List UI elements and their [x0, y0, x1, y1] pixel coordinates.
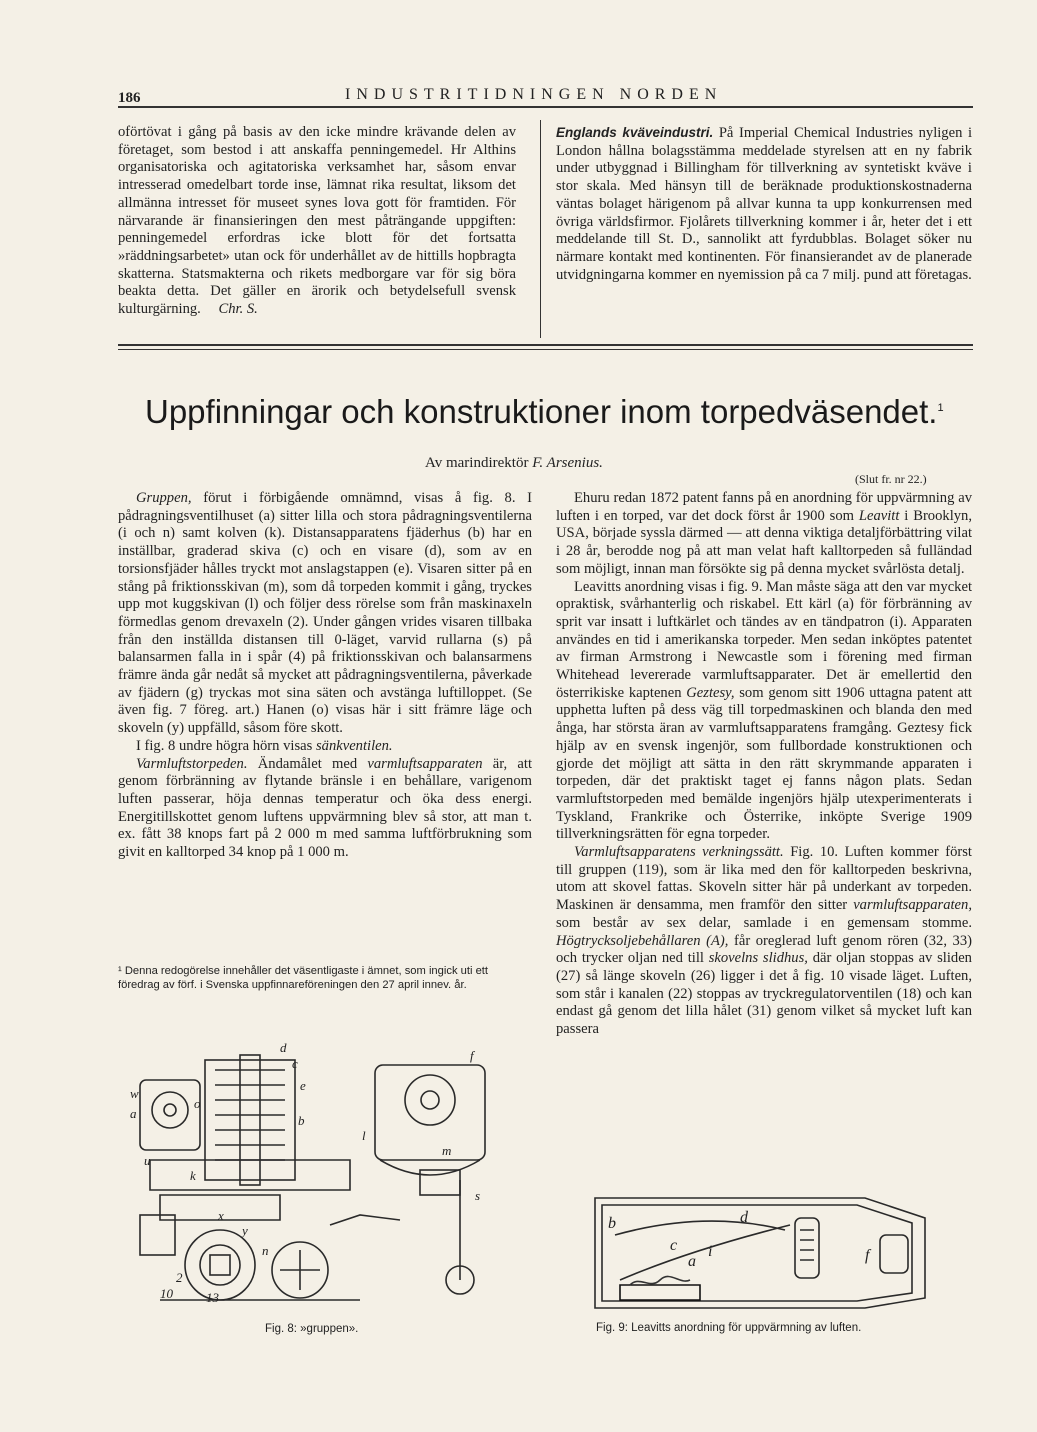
- fig8-label-n: n: [262, 1243, 269, 1258]
- top-left-signature: Chr. S.: [218, 301, 258, 318]
- varmluftsapparaten-term: varmluftsapparaten: [367, 755, 483, 772]
- fig8-label-a: a: [130, 1106, 137, 1121]
- fig8-label-13: 13: [206, 1290, 219, 1305]
- byline-prefix: Av marindirektör: [425, 455, 529, 471]
- fig9-label-d: d: [740, 1209, 748, 1226]
- hogtrycks-term: Högtrycksoljebehållaren (A),: [556, 932, 729, 949]
- gruppen-lead: Gruppen,: [136, 490, 192, 506]
- right-paragraph-2a: Leavitts anordning visas i fig. 9. Man måste säga att den var mycket opraktisk, svårhanterlig och riskabel. Ett kärl (a) för förbränning av sprit var insatt i luftkärlet och tändes av en tändpatron (i). Apparaten användes en tid i amerikanska torpeder. Men sedan inköptes patentet av firman Armstrong i Newcastle som i förening med firman Whitehead levererade varmluftsapparater. Det är emellertid den österrikiske kaptenen: [556, 578, 972, 701]
- fig8-label-e: e: [300, 1078, 306, 1093]
- fig8-caption: Fig. 8: »gruppen».: [265, 1323, 359, 1335]
- left-paragraph-3a: Ändamålet med: [257, 755, 358, 772]
- continued-note: (Slut fr. nr 22.): [855, 472, 927, 486]
- left-paragraph-1: förut i förbigående omnämnd, visas å fig. 8. I pådragningsventilhuset (a) sitter lilla och stora pådragningsventilerna (i och n) samt kolven (k). Distansapparatens fjäderhus (b) har en inställbar, graderad skiva (c) och en visare (d), som av en torsionsfjäder hålles tryckt mot anslagstappen (e). Visaren sitter på en stång på friktionsskivan (m), som då torpeden kommit i gång, tryckes upp mot kuggskivan (l) och följer dess rörelse som från maskinaxeln förmedlas genom drevaxeln (2). Under gången vrides visaren tillbaka från den inställda distansen till 0-läget, varvid rullarna (s) på balansarmen falla in i spår (4) på friktionsskivan och balansarmens främre ända går nedåt så mycket att pådragningsventilerna, påverkade av fjädern (g) tryckas mot sina säten och avstänga luftilloppet. (Se även fig. 7 föreg. art.) Hanen (o) visas här i sitt främre läge och skoveln (y) uppfälld, såsom före skott.: [118, 490, 532, 737]
- fig8-label-l: l: [362, 1128, 366, 1143]
- right-paragraph-3b: som består av sex delar, samlade i en gemensam stomme.: [556, 914, 972, 931]
- geztesy-name: Geztesy,: [686, 684, 735, 701]
- byline-author: F. Arsenius.: [532, 455, 603, 471]
- fig9-drawing: [590, 1190, 940, 1315]
- fig9-label-i: i: [708, 1243, 713, 1260]
- right-paragraph-3d: där oljan stoppas av sliden (27) så länge skoveln (26) ligger i det å fig. 10 visade läget. Luften, som står i kanalen (22) stoppas av tryckregulatorventilen (18) och kan endast gå genom det lilla hålet (31) genom vilket så mycket luft kan passera: [556, 950, 972, 1038]
- fig8-label-x: x: [218, 1208, 224, 1223]
- fig8-label-c: c: [292, 1056, 298, 1071]
- top-right-article: [556, 124, 972, 284]
- slidhus-term: skovelns slidhus,: [708, 950, 808, 967]
- left-paragraph-2: I fig. 8 undre högra hörn visas: [136, 737, 313, 754]
- fig8-label-w: w: [130, 1086, 139, 1101]
- top-left-paragraph: oförtövat i gång på basis av den icke mindre krävande delen av företaget, som bestod i att anskaffa penningemedel. Hr Althins organisatoriska och agitatoriska verksamhet har, såsom envar intresserad omedelbart torde inse, lämnat rika resultat, liksom det allmänna intresset för museet synes lova gott för framtiden. För närvarande är finansieringen den mest påträngande uppgiften: penningemedel erfordras icke blott för det fortsatta »räddningsarbetet» utan ock för underhållet av de hittills hopbragta skatterna. Statsmakterna och rikets medborgare var för sig böra beakta detta. Det gäller en ärorik och betydelsefull svensk kulturgärning.: [118, 124, 516, 318]
- fig9-label-a: a: [688, 1253, 696, 1270]
- fig8-label-b: b: [298, 1113, 305, 1128]
- article-left-column: [118, 490, 532, 862]
- footnote: ¹ Denna redogörelse innehåller det väsentligaste i ämnet, som ingick uti ett föredrag av förf. i Svenska uppfinnareföreningen den 27 april innev. år.: [118, 965, 489, 991]
- right-paragraph-1a: Ehuru redan 1872 patent fanns på en anordning för uppvärmning av luften i en torped, var det dock först år 1900 som: [556, 490, 972, 524]
- leavitt-name: Leavitt: [858, 507, 900, 524]
- article-byline: [425, 455, 603, 472]
- varmluftsapparaten-term-2: varmluftsapparaten,: [853, 897, 972, 914]
- article-headline: [145, 393, 944, 431]
- varmluft-lead: Varmluftstorpeden.: [136, 755, 248, 772]
- fig9-caption: Fig. 9: Leavitts anordning för uppvärmning av luften.: [596, 1322, 862, 1334]
- section-double-rule: [118, 344, 973, 350]
- news-title: Englands kväveindustri.: [556, 125, 714, 140]
- left-paragraph-3b: är, att genom förbränning av flytande bränsle i en behållare, varigenom luften passerar, höja dennas temperatur och öka dess energi. Energitillskottet genom luftens uppvärmning blev så stor, att man t. ex. fått 38 knops fart på 2 000 m med samma luftförbrukning som givit en kalltorped 34 knop på 1 000 m.: [118, 755, 532, 861]
- column-divider-top: [540, 120, 541, 338]
- fig8-label-u: u: [144, 1153, 151, 1168]
- fig9-label-b: b: [608, 1215, 616, 1232]
- right-paragraph-3c: får oreglerad luft genom rören (32, 33) och trycker oljan ned till: [556, 932, 972, 967]
- fig8-label-k: k: [190, 1168, 196, 1183]
- fig8-label-d: d: [280, 1040, 287, 1055]
- headline-footnote-mark: 1: [937, 402, 944, 414]
- fig8-label-o: o: [194, 1096, 201, 1111]
- fig8-label-f: f: [470, 1048, 474, 1063]
- headline-text: Uppfinningar och konstruktioner inom torpedväsendet.: [145, 393, 938, 430]
- fig9-label-f: f: [865, 1247, 870, 1264]
- journal-title: INDUSTRITIDNINGEN NORDEN: [345, 86, 723, 103]
- right-paragraph-3a: Fig. 10. Luften kommer först till gruppen (119), som är lika med den för kalltorpeden beskrivna, utom att skovel fattas. Skoveln sitter här på underkant av torpeden. Maskinen är densamma, men framför den sitter: [556, 844, 972, 914]
- right-paragraph-2b: som genom sitt 1906 uttagna patent att upphetta luften på dess väg till torpedmaskinen och blanda den med ånga, har största äran av varmluftsapparatens framgång. Geztesy fick hjälp av en svensk ingenjör, som fullbordade konstruktionen och gjorde det möjligt att sätta in den rätt skrymmande apparaten i torpeden, där det praktiskt taget ej fanns någon plats. Sedan varmluftstorpeden med bemälde ingenjörs hjälp utexperimenterats i Tyskland, Frankrike och Österrike, inköpte Sverige 1909 tillverkningsrätten för egna torpeder.: [556, 684, 972, 843]
- fig8-drawing: [130, 1040, 510, 1310]
- article-right-column: [556, 490, 972, 1039]
- fig8-label-y: y: [242, 1223, 248, 1238]
- header-rule: [118, 106, 973, 108]
- page-number: 186: [118, 90, 141, 106]
- right-paragraph-1b: i Brooklyn, USA, började syssla därmed — att denna viktiga detaljförbättring vilat i 28 år, berodde nog på att man velat haft kalltorpeden så fulländad som möjligt, innan man försökte sig på denna mycket svårlösta detalj.: [556, 507, 972, 577]
- sankventilen-term: sänkventilen.: [315, 737, 393, 754]
- top-left-article: [118, 124, 516, 319]
- fig8-label-m: m: [442, 1143, 452, 1158]
- fig9-label-c: c: [670, 1237, 678, 1254]
- verkningssatt-lead: Varmluftsapparatens verkningssätt.: [574, 844, 784, 861]
- fig8-label-2: 2: [176, 1270, 183, 1285]
- fig8-label-10: 10: [160, 1286, 173, 1301]
- fig8-label-s: s: [475, 1188, 481, 1203]
- news-paragraph: På Imperial Chemical Industries nyligen i London hållna bolagsstämma meddelade styrelsen att en ny fabrik under utbyggnad i Billingham för tillverkning av syntetiskt kväve i stor skala. Med hänsyn till de beräknade produktionskostnaderna väntas bolaget härigenom på allvar kunna ta upp konkurrensen med övriga världsfirmor. Fjolårets tillverkning kommer i år, heter det i ett meddelande till St. D., sannolikt att fyrdubblas. Bolaget söker nu närmare kontakt med kontinenten. För finansierandet av de planerade utvidgningarna kommer en nyemission på ca 7 milj. pund att företagas.: [556, 125, 973, 283]
